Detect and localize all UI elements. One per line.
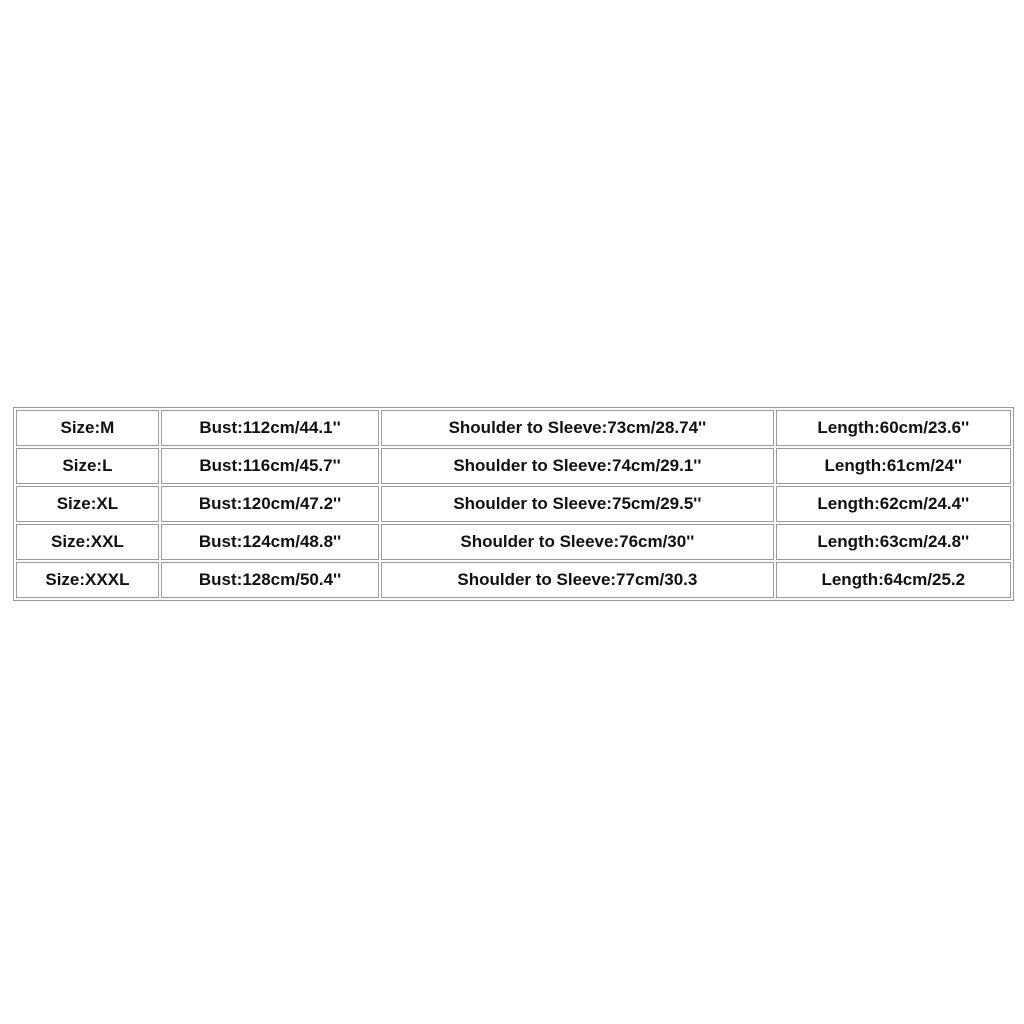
bust-cell: Bust:116cm/45.7'' (161, 448, 379, 484)
shoulder-to-sleeve-cell: Shoulder to Sleeve:74cm/29.1'' (381, 448, 773, 484)
size-chart-table (13, 407, 1014, 601)
table-row (16, 524, 1011, 560)
shoulder-to-sleeve-cell: Shoulder to Sleeve:77cm/30.3 (381, 562, 773, 598)
table-row (16, 486, 1011, 522)
size-cell: Size:M (16, 410, 159, 446)
length-cell: Length:62cm/24.4'' (776, 486, 1011, 522)
shoulder-to-sleeve-cell: Shoulder to Sleeve:76cm/30'' (381, 524, 773, 560)
shoulder-to-sleeve-cell: Shoulder to Sleeve:75cm/29.5'' (381, 486, 773, 522)
size-cell: Size:L (16, 448, 159, 484)
length-cell: Length:61cm/24'' (776, 448, 1011, 484)
table-row (16, 562, 1011, 598)
shoulder-to-sleeve-cell: Shoulder to Sleeve:73cm/28.74'' (381, 410, 773, 446)
bust-cell: Bust:112cm/44.1'' (161, 410, 379, 446)
size-cell: Size:XXL (16, 524, 159, 560)
bust-cell: Bust:124cm/48.8'' (161, 524, 379, 560)
table-row (16, 448, 1011, 484)
size-cell: Size:XL (16, 486, 159, 522)
size-cell: Size:XXXL (16, 562, 159, 598)
table-row (16, 410, 1011, 446)
length-cell: Length:63cm/24.8'' (776, 524, 1011, 560)
length-cell: Length:60cm/23.6'' (776, 410, 1011, 446)
length-cell: Length:64cm/25.2 (776, 562, 1011, 598)
bust-cell: Bust:120cm/47.2'' (161, 486, 379, 522)
bust-cell: Bust:128cm/50.4'' (161, 562, 379, 598)
